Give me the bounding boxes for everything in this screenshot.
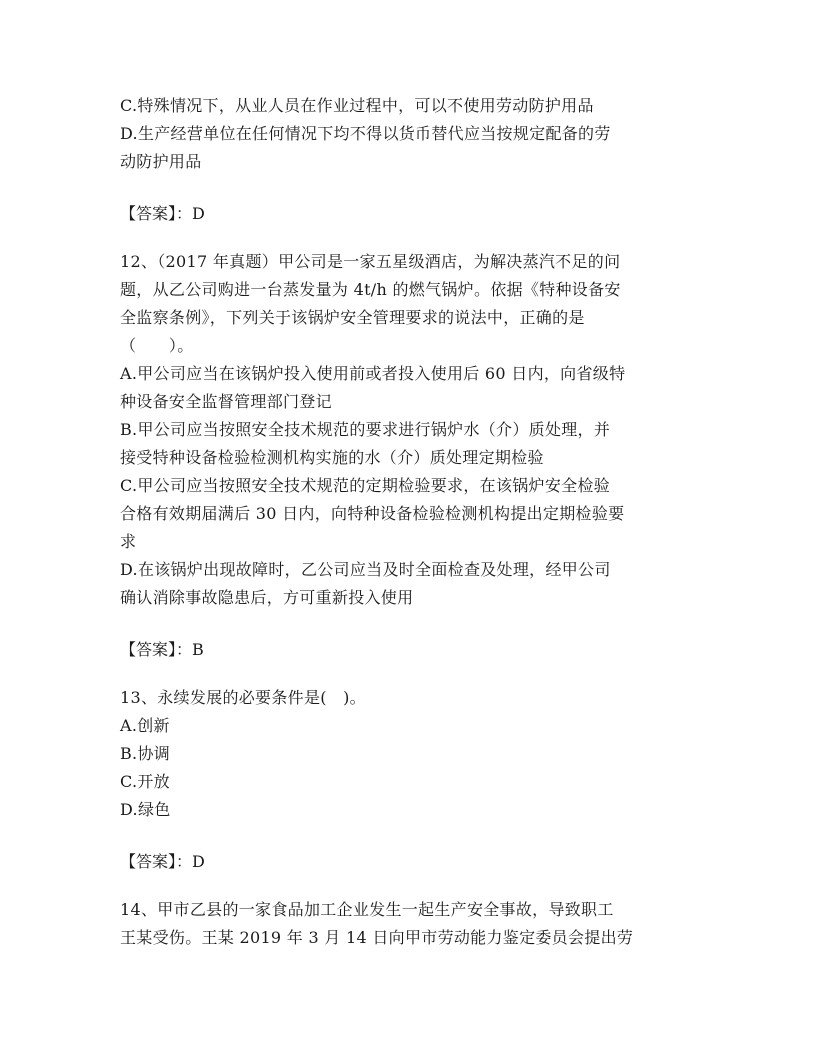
q13-stem: 13、永续发展的必要条件是( )。	[120, 688, 366, 707]
q12-option-c-line1: C.甲公司应当按照安全技术规范的定期检验要求，在该锅炉安全检验	[120, 476, 611, 495]
q12-stem-line3: 全监察条例》，下列关于该锅炉安全管理要求的说法中，正确的是	[120, 308, 585, 327]
q14-stem-line1: 14、甲市乙县的一家食品加工企业发生一起生产安全事故，导致职工	[120, 900, 614, 919]
q12-option-b-line2: 接受特种设备检验检测机构实施的水（介）质处理定期检验	[120, 448, 544, 467]
q12-option-d-line1: D.在该锅炉出现故障时，乙公司应当及时全面检查及处理，经甲公司	[120, 560, 611, 579]
q14-stem-line2: 王某受伤。王某 2019 年 3 月 14 日向甲市劳动能力鉴定委员会提出劳	[120, 928, 634, 947]
question-12	[120, 248, 700, 612]
q11-answer: 【答案】：D	[120, 204, 205, 223]
question-14	[120, 896, 700, 952]
q13-option-d: D.绿色	[120, 800, 171, 819]
q12-option-a-line2: 种设备安全监督管理部门登记	[120, 392, 332, 411]
q13-option-a: A.创新	[120, 716, 170, 735]
q12-option-b-line1: B.甲公司应当按照安全技术规范的要求进行锅炉水（介）质处理，并	[120, 420, 611, 439]
q13-option-c: C.开放	[120, 772, 170, 791]
q12-stem-line1: 12、（2017 年真题）甲公司是一家五星级酒店，为解决蒸汽不足的问	[120, 252, 621, 271]
q12-stem-line4: （ ）。	[120, 336, 194, 355]
q12-answer: 【答案】：B	[120, 640, 204, 659]
q11-option-c: C.特殊情况下，从业人员在作业过程中，可以不使用劳动防护用品	[120, 96, 594, 115]
q12-option-a-line1: A.甲公司应当在该锅炉投入使用前或者投入使用后 60 日内，向省级特	[120, 364, 626, 383]
q11-option-d-line1: D.生产经营单位在任何情况下均不得以货币替代应当按规定配备的劳	[120, 124, 611, 143]
q12-option-d-line2: 确认消除事故隐患后，方可重新投入使用	[120, 588, 414, 607]
q12-stem-line2: 题，从乙公司购进一台蒸发量为 4t/h 的燃气锅炉。依据《特种设备安	[120, 280, 621, 299]
q13-option-b: B.协调	[120, 744, 171, 763]
question-13	[120, 684, 700, 824]
document-page	[120, 92, 700, 952]
question-11	[120, 92, 700, 176]
q11-option-d-line2: 动防护用品	[120, 152, 202, 171]
q12-option-c-line3: 求	[120, 532, 137, 551]
q12-option-c-line2: 合格有效期届满后 30 日内，向特种设备检验检测机构提出定期检验要	[120, 504, 625, 523]
q13-answer: 【答案】：D	[120, 852, 205, 871]
